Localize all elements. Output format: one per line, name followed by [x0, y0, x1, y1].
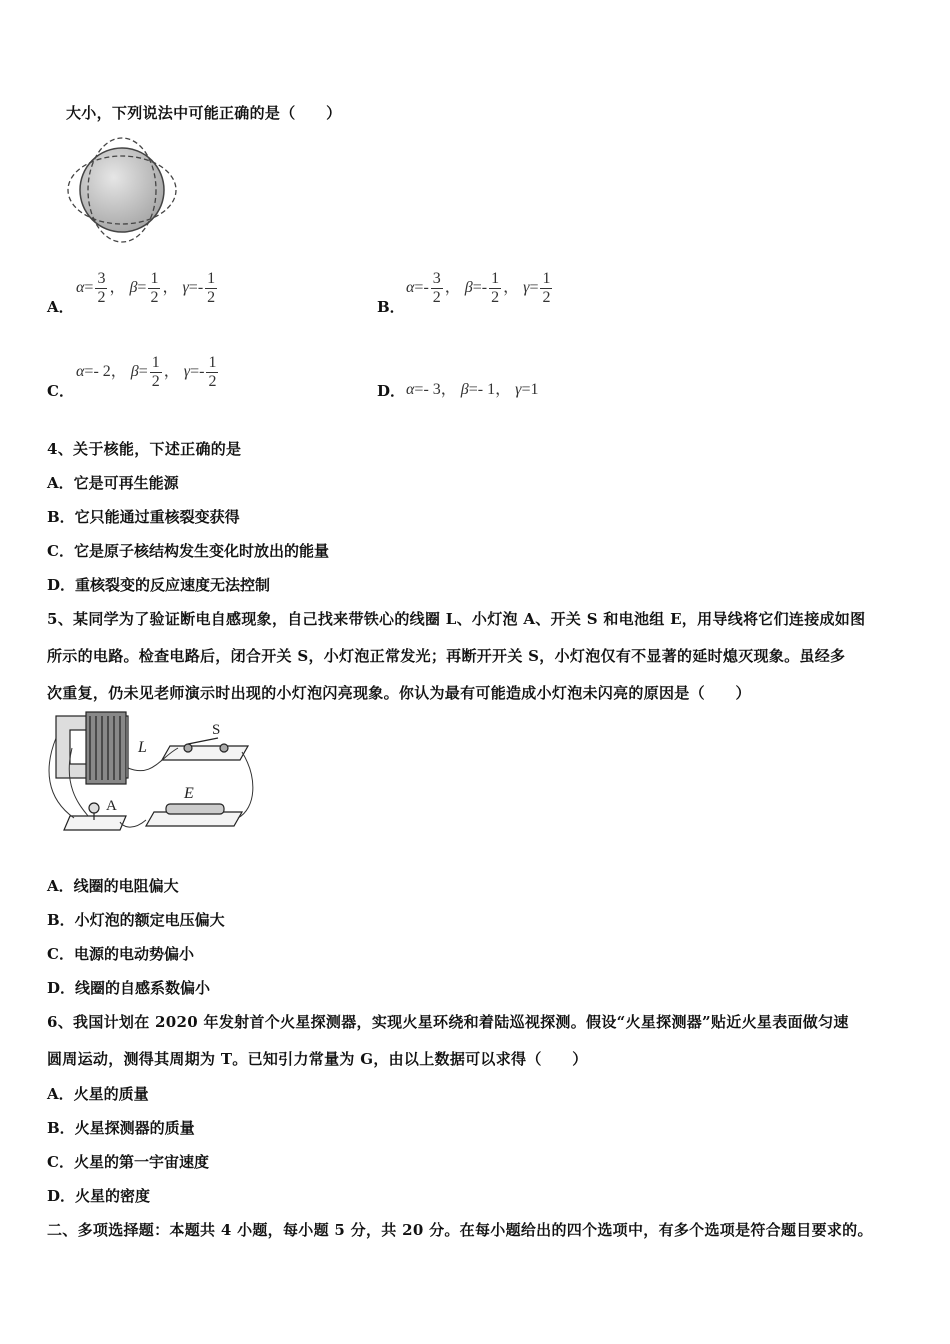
- q3-option-b-label[interactable]: B．: [377, 298, 405, 316]
- q3-option-b-math: α=- $\frac{3}{2}$ ， β=- $\frac{1}{2}$ ， γ= $\frac{1}{2}$: [406, 270, 551, 306]
- battery-label-e: E: [184, 785, 194, 802]
- iron-core-coil: [56, 712, 128, 784]
- q4-option-a[interactable]: A．它是可再生能源: [47, 474, 179, 492]
- q6-stem-line-1: 6、我国计划在 2020 年发射首个火星探测器，实现火星环绕和着陆巡视探测。假设“火星探测器”贴近火星表面做匀速: [47, 1013, 849, 1031]
- sphere-deformation-figure: [64, 136, 182, 244]
- q4-option-c[interactable]: C．它是原子核结构发生变化时放出的能量: [47, 542, 329, 560]
- q3-option-c-label[interactable]: C．: [47, 382, 74, 400]
- q4-stem: 4、关于核能，下述正确的是: [47, 440, 242, 458]
- q3-option-a-math: α= $\frac{3}{2}$ ， β= $\frac{1}{2}$ ， γ=- $\frac{1}{2}$: [76, 270, 216, 306]
- circuit-figure: [42, 708, 262, 842]
- q3-stem: 大小，下列说法中可能正确的是（ ）: [66, 104, 342, 122]
- switch-s: [162, 738, 248, 760]
- q5-option-b[interactable]: B．小灯泡的额定电压偏大: [47, 911, 225, 929]
- q3-option-a-label[interactable]: A．: [47, 298, 74, 316]
- sphere: [80, 148, 164, 232]
- q5-option-a[interactable]: A．线圈的电阻偏大: [47, 877, 179, 895]
- q5-stem-line-2: 所示的电路。检查电路后，闭合开关 S，小灯泡正常发光；再断开开关 S，小灯泡仅有不显著的延时熄灭现象。虽经多: [47, 647, 846, 665]
- q5-option-c[interactable]: C．电源的电动势偏小: [47, 945, 194, 963]
- switch-label-s: S: [212, 722, 221, 738]
- section-2-heading: 二、多项选择题：本题共 4 小题，每小题 5 分，共 20 分。在每小题给出的四个选项中，有多个选项是符合题目要求的。: [47, 1221, 873, 1239]
- q5-stem-line-3: 次重复，仍未见老师演示时出现的小灯泡闪亮现象。你认为最有可能造成小灯泡未闪亮的原因是（ ）: [47, 684, 751, 702]
- q3-option-d-math: α=- 3， β=- 1， γ=1: [406, 381, 539, 398]
- q6-option-d[interactable]: D．火星的密度: [47, 1187, 151, 1205]
- q3-option-c-math: α=- 2， β= $\frac{1}{2}$ ， γ=- $\frac{1}{2}$: [76, 354, 217, 390]
- q5-option-d[interactable]: D．线圈的自感系数偏小: [47, 979, 211, 997]
- q6-stem-line-2: 圆周运动，测得其周期为 T。已知引力常量为 G，由以上数据可以求得（ ）: [47, 1050, 588, 1068]
- q6-option-c[interactable]: C．火星的第一宇宙速度: [47, 1153, 209, 1171]
- q6-option-a[interactable]: A．火星的质量: [47, 1085, 149, 1103]
- q6-option-b[interactable]: B．火星探测器的质量: [47, 1119, 195, 1137]
- lamp-label-a: A: [106, 798, 117, 814]
- q3-option-d-label[interactable]: D．: [377, 382, 406, 400]
- q5-stem-line-1: 5、某同学为了验证断电自感现象，自己找来带铁心的线圈 L、小灯泡 A、开关 S 和电池组 E，用导线将它们连接成如图: [47, 610, 866, 628]
- battery-e: [146, 804, 242, 826]
- q4-option-b[interactable]: B．它只能通过重核裂变获得: [47, 508, 240, 526]
- q4-option-d[interactable]: D．重核裂变的反应速度无法控制: [47, 576, 271, 594]
- coil-label-l: L: [138, 739, 147, 756]
